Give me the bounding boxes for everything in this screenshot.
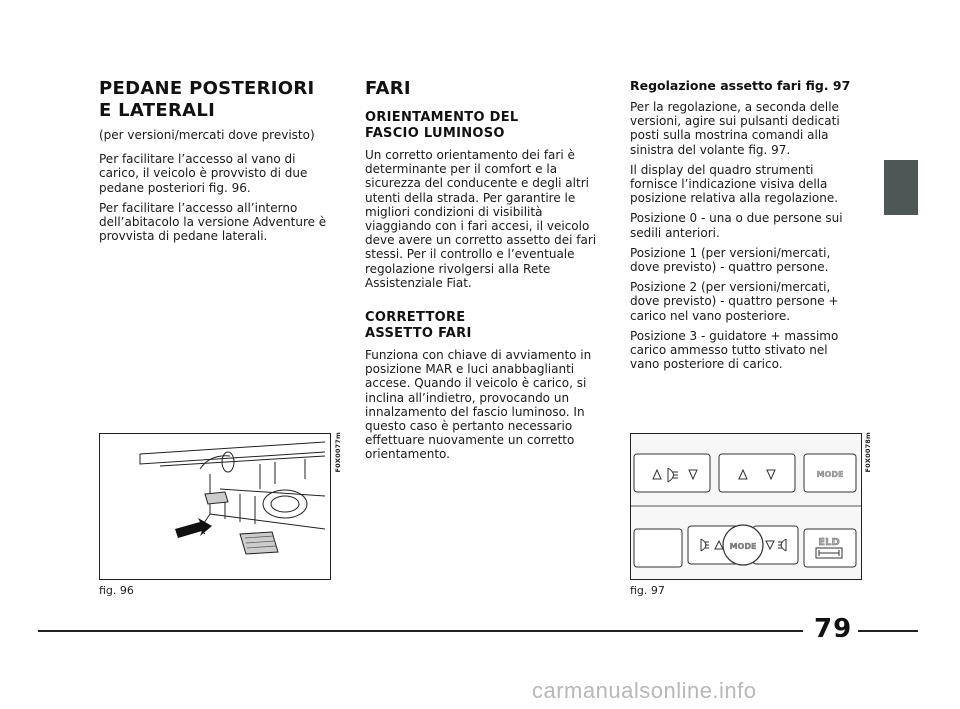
column-headlight-adjustment <box>630 78 860 371</box>
paragraph: Posizione 1 (per versioni/mercati, dove previsto) - quattro persone. <box>630 245 831 275</box>
paragraph: Un corretto orientamento dei fari è determinante per il comfort e la sicurezza del conducente e degli altri utenti della strada. Per garantire le migliori condizioni di visibilità viaggiando con i fari accesi, il veicolo deve avere un corretto assetto dei fari stessi. Per il controllo e l’eventuale regolazione rivolgersi alla Rete Assistenziale Fiat. <box>365 148 597 290</box>
control-panel-illustration <box>631 434 861 579</box>
section-subtitle: (per versioni/mercati dove previsto) <box>99 128 315 142</box>
watermark: carmanualsonline.info <box>532 678 757 703</box>
subsection-heading-line2: ASSETTO FARI <box>365 326 472 342</box>
paragraph: Per facilitare l’accesso al vano di carico, il veicolo è provvisto di due pedane posteriori fig. 96. <box>99 152 308 195</box>
subsection-heading-line1: ORIENTAMENTO DEL <box>365 110 519 125</box>
figure-97-code: F0X0078m <box>864 432 872 473</box>
paragraph: Posizione 0 - una o due persone sui sedili anteriori. <box>630 211 843 240</box>
footer-rule-left <box>38 630 803 632</box>
subsection-heading-line1: CORRETTORE <box>365 310 466 326</box>
paragraph: Il display del quadro strumenti fornisce l’indicazione visiva della posizione relativa alla regolazione. <box>630 162 839 206</box>
paragraph: Posizione 2 (per versioni/mercati, dove previsto) - quattro persone + carico nel vano posteriore. <box>630 280 839 323</box>
paragraph: Per la regolazione, a seconda delle versioni, agire sui pulsanti dedicati posti sulla mostrina comandi alla sinistra del volante fig. 97. <box>630 100 840 157</box>
rear-step-illustration <box>100 434 330 579</box>
section-title: FARI <box>365 78 411 99</box>
column-rear-side-steps <box>99 78 331 243</box>
section-title-line2: E LATERALI <box>99 100 216 121</box>
paragraph: Posizione 3 - guidatore + massimo carico ammesso tutto stivato nel vano posteriore di carico. <box>630 328 839 372</box>
eld-label: ELD <box>818 537 840 548</box>
chapter-tab-marker <box>884 160 918 215</box>
figure-97-control-panel <box>630 433 862 580</box>
mode-button-label: MODE <box>729 542 757 551</box>
figure-97-label: fig. 97 <box>630 584 665 597</box>
column-headlights <box>365 78 603 462</box>
subsection-heading-line2: FASCIO LUMINOSO <box>365 126 505 141</box>
paragraph: Funziona con chiave di avviamento in posizione MAR e luci anabbaglianti accese. Quando il veicolo è carico, si inclina all’indietro, provocando un innalzamento del fascio luminoso. In questo caso è pertanto necessario effettuare nuovamente un corretto orientamento. <box>365 348 592 462</box>
subsection-heading: Regolazione assetto fari fig. 97 <box>630 78 851 93</box>
figure-96-rear-step <box>99 433 331 580</box>
paragraph: Per facilitare l’accesso all’interno dell’abitacolo la versione Adventure è provvista di pedane laterali. <box>99 200 327 244</box>
mode-label-top: MODE <box>816 470 844 479</box>
page-number: 79 <box>814 614 853 644</box>
section-title-line1: PEDANE POSTERIORI <box>99 78 315 99</box>
footer-rule-right <box>858 630 918 632</box>
figure-96-label: fig. 96 <box>99 584 134 597</box>
figure-96-code: F0X0077m <box>334 432 342 473</box>
